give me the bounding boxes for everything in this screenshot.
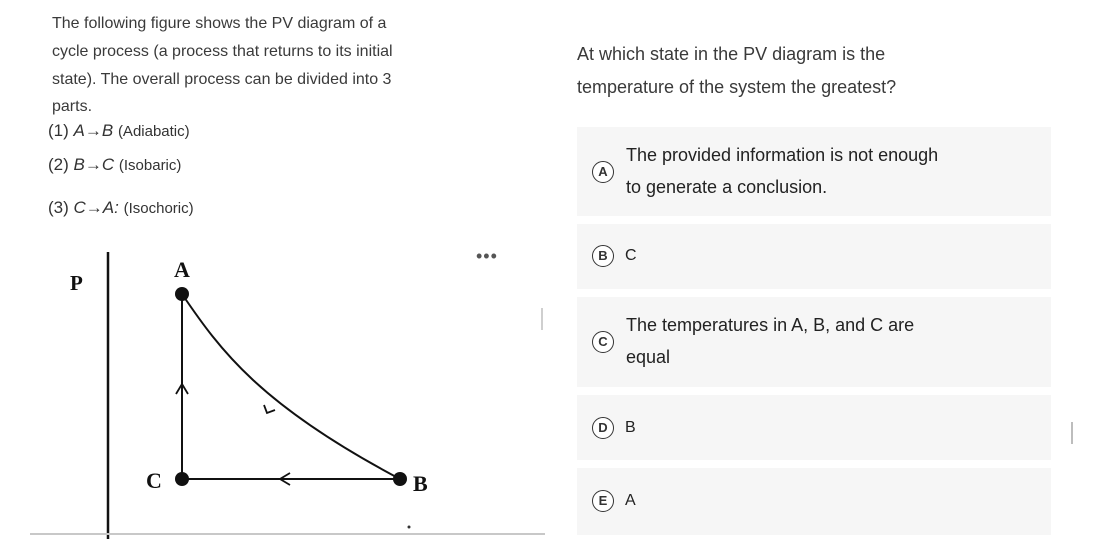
intro-line-3: state). The overall process can be divided into 3	[52, 71, 392, 88]
option-letter-badge: C	[592, 331, 614, 353]
part-number: (2)	[48, 155, 69, 174]
intro-line-2: cycle process (a process that returns to its initial	[52, 43, 393, 60]
part-item-1	[48, 116, 194, 146]
state-c-label: C	[146, 468, 162, 493]
part-type: (Isobaric)	[118, 157, 182, 174]
divider	[30, 533, 545, 535]
option-label-line-1: The provided information is not enough	[626, 145, 939, 165]
option-b[interactable]	[577, 224, 1051, 289]
option-letter-badge: B	[592, 245, 614, 267]
option-label-line-2: equal	[626, 347, 671, 367]
ellipsis-icon[interactable]: •••	[476, 246, 498, 266]
question-panel	[560, 0, 1100, 539]
option-label-line-2: to generate a conclusion.	[626, 177, 828, 197]
adiabatic-curve	[182, 294, 400, 479]
pv-diagram	[0, 240, 555, 539]
intro-line-4: parts.	[52, 98, 93, 115]
question-line-1: At which state in the PV diagram is the	[577, 44, 886, 64]
scrollbar-thumb[interactable]	[541, 308, 543, 330]
state-b-point	[393, 472, 407, 486]
arrow-down-right-icon	[264, 405, 275, 413]
intro-text	[52, 10, 522, 120]
question-line-2: temperature of the system the greatest?	[577, 77, 897, 97]
part-number: (3)	[48, 198, 69, 217]
dot-mark	[408, 526, 411, 529]
option-letter-badge: A	[592, 161, 614, 183]
state-a-label: A	[174, 257, 190, 282]
state-b-label: B	[413, 471, 428, 496]
part-type: (Adiabatic)	[117, 123, 190, 140]
part-process: B→C	[73, 155, 115, 174]
part-item-3	[48, 189, 194, 226]
option-c[interactable]	[577, 297, 1051, 387]
option-label-line-1: The temperatures in A, B, and C are	[626, 315, 915, 335]
part-number: (1)	[48, 121, 69, 140]
part-type: (Isochoric)	[123, 200, 194, 217]
option-a[interactable]	[577, 127, 1051, 216]
pressure-axis-label: P	[70, 271, 83, 295]
option-label	[626, 139, 938, 203]
option-letter-badge: E	[592, 490, 614, 512]
option-label: A	[625, 492, 636, 509]
part-process: C→A:	[73, 198, 119, 217]
intro-line-1: The following figure shows the PV diagram of a	[52, 15, 387, 32]
option-letter-badge: D	[592, 417, 614, 439]
option-d[interactable]	[577, 395, 1051, 460]
option-label: B	[625, 419, 636, 436]
option-label: C	[625, 247, 637, 264]
option-label	[626, 309, 914, 373]
part-process: A→B	[73, 121, 114, 140]
part-item-2	[48, 146, 194, 183]
scrollbar-thumb-right[interactable]	[1071, 422, 1073, 444]
process-parts-list	[48, 116, 194, 226]
question-text	[577, 38, 1047, 104]
option-e[interactable]	[577, 468, 1051, 535]
state-a-point	[175, 287, 189, 301]
state-c-point	[175, 472, 189, 486]
